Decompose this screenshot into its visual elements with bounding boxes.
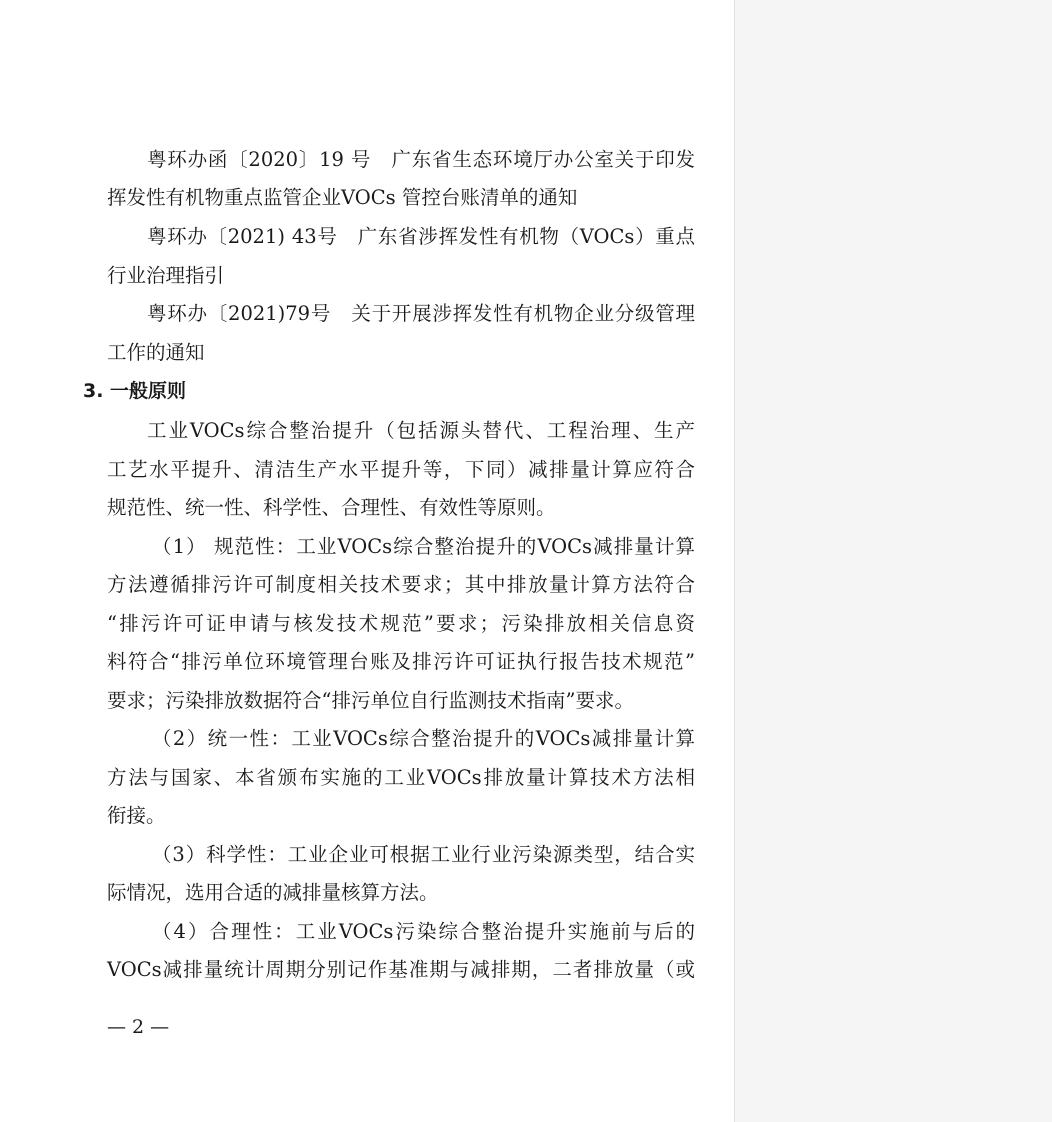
paragraph-line: 要求；污染排放数据符合“排污单位自行监测技术指南”要求。 (107, 689, 634, 712)
reference-line: 粤环办〔2021)79号 关于开展涉挥发性有机物企业分级管理 (147, 302, 695, 325)
paragraph-line: 际情况，选用合适的减排量核算方法。 (107, 881, 439, 904)
paragraph-line: （4）合理性：工业VOCs污染综合整治提升实施前与后的 (152, 920, 695, 943)
reference-line: 行业治理指引 (107, 264, 225, 287)
reference-line: 粤环办〔2021) 43号 广东省涉挥发性有机物（VOCs）重点 (147, 225, 695, 248)
reference-line: 粤环办函〔2020〕19 号 广东省生态环境厅办公室关于印发 (147, 148, 695, 171)
viewer-side-panel (734, 0, 1052, 1122)
paragraph-line: （1） 规范性：工业VOCs综合整治提升的VOCs减排量计算 (152, 535, 695, 558)
section-heading: 3. 一般原则 (83, 380, 187, 402)
reference-line: 挥发性有机物重点监管企业VOCs 管控台账清单的通知 (107, 186, 578, 209)
paragraph-line: VOCs减排量统计周期分别记作基准期与减排期，二者排放量（或 (107, 958, 695, 981)
paragraph-line: （3）科学性：工业企业可根据工业行业污染源类型，结合实 (152, 843, 695, 866)
paragraph-line: （2）统一性：工业VOCs综合整治提升的VOCs减排量计算 (152, 727, 695, 750)
paragraph-line: 方法遵循排污许可制度相关技术要求；其中排放量计算方法符合 (107, 573, 695, 596)
paragraph-line: 工业VOCs综合整治提升（包括源头替代、工程治理、生产 (147, 419, 695, 442)
paragraph-line: “排污许可证申请与核发技术规范”要求；污染排放相关信息资 (107, 612, 695, 635)
reference-line: 工作的通知 (107, 341, 205, 364)
paragraph-line: 方法与国家、本省颁布实施的工业VOCs排放量计算技术方法相 (107, 766, 695, 789)
page-number: — 2 — (107, 1016, 170, 1038)
paragraph-line: 衔接。 (107, 804, 166, 827)
paragraph-line: 料符合“排污单位环境管理台账及排污许可证执行报告技术规范” (107, 650, 695, 673)
paragraph-line: 规范性、统一性、科学性、合理性、有效性等原则。 (107, 496, 556, 519)
paragraph-line: 工艺水平提升、清洁生产水平提升等，下同）减排量计算应符合 (107, 458, 695, 481)
